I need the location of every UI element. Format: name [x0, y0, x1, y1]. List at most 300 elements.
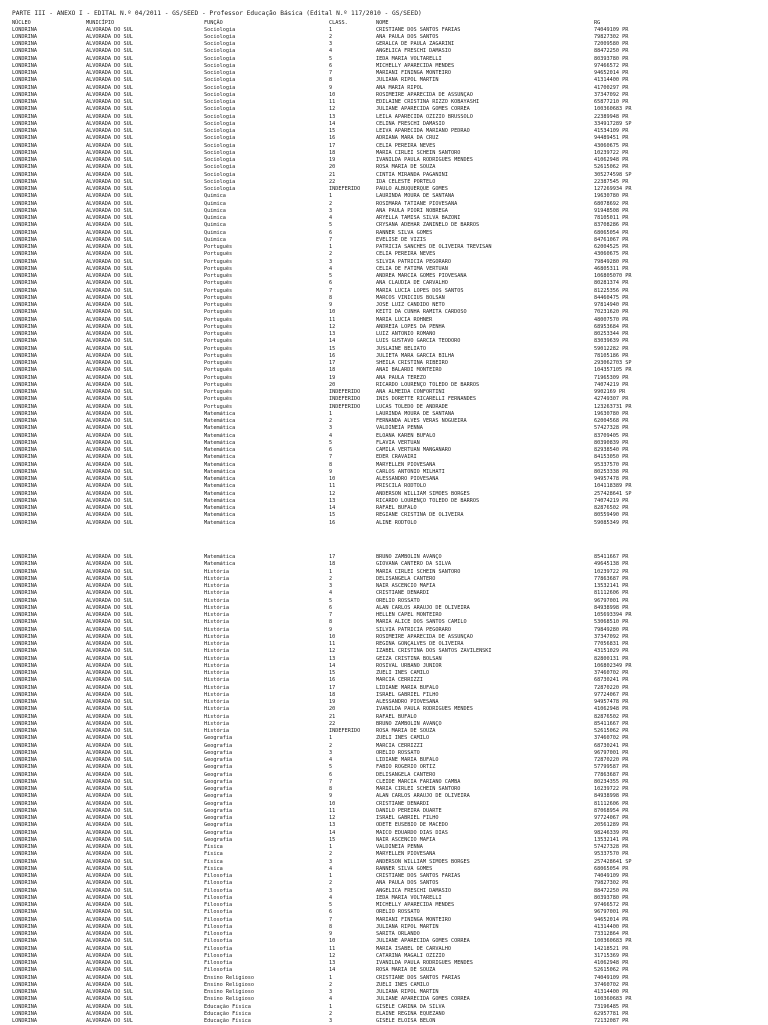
cell-nome: ROSA MARIA DE SOUZA — [376, 164, 436, 171]
cell-rg: 85411667 PR — [594, 554, 629, 560]
cell-nome: ANA MARIA RIPOL — [376, 84, 423, 91]
cell-nucleo: LONDRINA — [12, 786, 37, 792]
cell-nucleo: LONDRINA — [12, 352, 37, 359]
cell-nome: HELLEN CAPEL MONTEIRO — [376, 612, 442, 618]
cell-funcao: Geografia — [204, 771, 233, 778]
cell-municipio: ALVORADA DO SUL — [86, 62, 133, 69]
table-row — [12, 440, 756, 447]
table-row — [12, 491, 756, 498]
cell-municipio: ALVORADA DO SUL — [86, 244, 133, 250]
table-row — [12, 433, 756, 440]
cell-funcao: Sociologia — [204, 135, 236, 142]
cell-rg: 79827302 PR — [594, 880, 629, 887]
cell-class: 12 — [329, 323, 336, 330]
cell-funcao: Sociologia — [204, 33, 236, 40]
table-row — [12, 1004, 756, 1011]
cell-nome: ANDERSON WILLIAM SIMÕES BORGES — [376, 490, 470, 497]
cell-nome: LUIZ ANTONIO ROMANO — [376, 331, 436, 337]
cell-funcao: Filosofia — [204, 960, 233, 966]
cell-nucleo: LONDRINA — [12, 418, 37, 424]
cell-municipio: ALVORADA DO SUL — [86, 655, 133, 662]
cell-class: 6 — [329, 771, 333, 778]
cell-nome: IEDA MARIA VOLTARELLI — [376, 55, 442, 62]
cell-municipio: ALVORADA DO SUL — [86, 135, 133, 142]
cell-nome: ROSIMEIRE APARECIDA DE ASSUNÇÃO — [376, 91, 473, 98]
cell-class: 8 — [329, 77, 333, 84]
cell-funcao: História — [204, 706, 229, 713]
cell-class: 8 — [329, 923, 333, 930]
cell-nucleo: LONDRINA — [12, 793, 37, 800]
table-row — [12, 230, 756, 237]
cell-rg: 72132087 PR — [594, 1018, 629, 1024]
cell-rg: 80253338 PR — [594, 468, 629, 475]
table-row — [12, 576, 756, 583]
cell-nucleo: LONDRINA — [12, 1010, 37, 1017]
cell-class: 15 — [329, 345, 336, 352]
cell-funcao: História — [204, 728, 229, 734]
table-row — [12, 663, 756, 670]
cell-nucleo: LONDRINA — [12, 967, 37, 974]
table-header — [12, 19, 756, 27]
table-row — [12, 425, 756, 432]
cell-municipio: ALVORADA DO SUL — [86, 91, 133, 98]
table-row — [12, 476, 756, 483]
cell-funcao: Português — [204, 331, 233, 337]
cell-nome: JULIANA RIPOL MARTIN — [376, 77, 439, 84]
table-row — [12, 34, 756, 41]
cell-rg: 81112606 PR — [594, 590, 629, 597]
cell-nome: IZABEL CRISTINA DOS SANTOS ZAVILENSKI — [376, 648, 492, 655]
cell-municipio: ALVORADA DO SUL — [86, 1003, 133, 1010]
cell-class: 4 — [329, 996, 333, 1003]
cell-nucleo: LONDRINA — [12, 396, 37, 403]
cell-class: 2 — [329, 33, 333, 40]
cell-municipio: ALVORADA DO SUL — [86, 338, 133, 345]
cell-municipio: ALVORADA DO SUL — [86, 258, 133, 265]
cell-nome: CÉLIA DE FÁTIMA VERTUAN — [376, 265, 448, 272]
cell-nucleo: LONDRINA — [12, 207, 37, 214]
cell-nucleo: LONDRINA — [12, 851, 37, 858]
cell-municipio: ALVORADA DO SUL — [86, 981, 133, 988]
table-row — [12, 888, 756, 895]
cell-class: 2 — [329, 575, 333, 582]
table-row — [12, 454, 756, 461]
table-row — [12, 946, 756, 953]
cell-nucleo: LONDRINA — [12, 178, 37, 185]
cell-nucleo: LONDRINA — [12, 590, 37, 597]
cell-municipio: ALVORADA DO SUL — [86, 720, 133, 727]
cell-nucleo: LONDRINA — [12, 989, 37, 995]
cell-funcao: Filosofia — [204, 880, 233, 887]
cell-municipio: ALVORADA DO SUL — [86, 742, 133, 749]
cell-rg: 94652014 PR — [594, 70, 629, 76]
cell-nome: ANAI BALARDI MONTEIRO — [376, 367, 442, 374]
cell-nucleo: LONDRINA — [12, 84, 37, 91]
cell-funcao: Português — [204, 265, 233, 272]
cell-class: 6 — [329, 909, 333, 916]
cell-municipio: ALVORADA DO SUL — [86, 858, 133, 865]
cell-nome: MARIA LUCIA ROHNER — [376, 316, 433, 323]
cell-nucleo: LONDRINA — [12, 171, 37, 178]
cell-class: 18 — [329, 561, 336, 568]
cell-class: 7 — [329, 287, 333, 294]
cell-class: 15 — [329, 512, 336, 519]
cell-nome: RICARDO LOURENÇO TOLEDO DE BARROS — [376, 381, 480, 388]
cell-funcao: Geografia — [204, 749, 233, 756]
table-row — [12, 462, 756, 469]
cell-municipio: ALVORADA DO SUL — [86, 612, 133, 618]
table-row — [12, 179, 756, 186]
cell-municipio: ALVORADA DO SUL — [86, 425, 133, 432]
table-row — [12, 215, 756, 222]
cell-nucleo: LONDRINA — [12, 858, 37, 865]
cell-nucleo: LONDRINA — [12, 749, 37, 756]
cell-nome: CRISTIANE DOS SANTOS FARIAS — [376, 26, 461, 33]
cell-funcao: História — [204, 648, 229, 655]
cell-rg: 68078692 PR — [594, 200, 629, 207]
table-row — [12, 583, 756, 590]
cell-municipio: ALVORADA DO SUL — [86, 360, 133, 366]
cell-municipio: ALVORADA DO SUL — [86, 396, 133, 403]
cell-funcao: Filosofia — [204, 909, 233, 916]
table-row — [12, 266, 756, 273]
cell-class: 2 — [329, 1010, 333, 1017]
cell-nome: GISELE ELOISA BELON — [376, 1018, 436, 1024]
cell-nome: FLÁVIA VERTUAN — [376, 439, 420, 446]
cell-nome: SARITA ORLANDO — [376, 931, 420, 937]
cell-nucleo: LONDRINA — [12, 902, 37, 908]
cell-class: 2 — [329, 418, 333, 424]
table-row — [12, 396, 756, 403]
cell-class: 15 — [329, 836, 336, 843]
cell-class: 18 — [329, 149, 336, 156]
table-row — [12, 309, 756, 316]
table-row — [12, 331, 756, 338]
cell-rg: 57427328 PR — [594, 425, 629, 432]
table-row — [12, 512, 756, 519]
cell-rg: 70231620 PR — [594, 309, 629, 316]
cell-class: 5 — [329, 764, 333, 771]
cell-rg: 257428641 SP — [594, 490, 632, 497]
cell-nome: ANA ALMEIDA CONFORTINI — [376, 389, 445, 395]
table-row — [12, 880, 756, 887]
cell-rg: 85411667 PR — [594, 720, 629, 727]
cell-rg: 80253344 PR — [594, 331, 629, 337]
cell-municipio: ALVORADA DO SUL — [86, 316, 133, 323]
table-row — [12, 750, 756, 757]
table-row — [12, 99, 756, 106]
cell-funcao: Ensino Religioso — [204, 996, 254, 1003]
cell-nome: RAFAEL BUFALO — [376, 713, 417, 720]
cell-municipio: ALVORADA DO SUL — [86, 713, 133, 720]
table-row — [12, 469, 756, 476]
cell-rg: 52615062 PR — [594, 967, 629, 974]
cell-rg: 83708286 PR — [594, 222, 629, 229]
table-row — [12, 172, 756, 179]
cell-rg: 106805070 PR — [594, 273, 632, 279]
cell-municipio: ALVORADA DO SUL — [86, 461, 133, 468]
cell-municipio: ALVORADA DO SUL — [86, 568, 133, 575]
cell-rg: 53068510 PR — [594, 619, 629, 626]
table-row — [12, 375, 756, 382]
cell-nucleo: LONDRINA — [12, 128, 37, 134]
cell-municipio: ALVORADA DO SUL — [86, 764, 133, 771]
cell-funcao: História — [204, 575, 229, 582]
cell-nome: ORÉLIO ROSSATO — [376, 909, 420, 916]
cell-rg: 78105186 PR — [594, 352, 629, 359]
table-row — [12, 251, 756, 258]
cell-nucleo: LONDRINA — [12, 974, 37, 981]
table-row — [12, 237, 756, 244]
cell-funcao: História — [204, 684, 229, 691]
cell-funcao: Química — [204, 229, 226, 236]
cell-funcao: Geografia — [204, 742, 233, 749]
table-row — [12, 483, 756, 490]
cell-nome: ISRAEL GABRIEL FILHO — [376, 815, 439, 821]
table-row — [12, 114, 756, 121]
cell-nucleo: LONDRINA — [12, 844, 37, 850]
cell-class: INDEFERIDO — [329, 389, 361, 395]
cell-class: 18 — [329, 367, 336, 374]
cell-nome: PAULO ALBUQUERQUE GOMES — [376, 186, 448, 192]
cell-nome: IVANILDA PAULA RODRIGUES MENDES — [376, 157, 473, 163]
cell-class: 1 — [329, 974, 333, 981]
cell-funcao: Filosofia — [204, 873, 233, 879]
cell-funcao: Filosofia — [204, 931, 233, 937]
cell-municipio: ALVORADA DO SUL — [86, 432, 133, 439]
cell-municipio: ALVORADA DO SUL — [86, 287, 133, 294]
cell-funcao: Educação Física — [204, 1010, 251, 1017]
cell-nome: FERNANDA ALVES VERAS NOGUEIRA — [376, 418, 467, 424]
cell-municipio: ALVORADA DO SUL — [86, 793, 133, 800]
cell-class: 4 — [329, 432, 333, 439]
cell-rg: 78105011 PR — [594, 215, 629, 221]
cell-nucleo: LONDRINA — [12, 778, 37, 785]
cell-nucleo: LONDRINA — [12, 215, 37, 221]
cell-nucleo: LONDRINA — [12, 771, 37, 778]
cell-nome: MARCOS VINICIUS BOLSAN — [376, 294, 445, 301]
cell-class: 11 — [329, 99, 336, 105]
cell-funcao: Português — [204, 251, 233, 258]
cell-municipio: ALVORADA DO SUL — [86, 447, 133, 453]
cell-municipio: ALVORADA DO SUL — [86, 619, 133, 626]
cell-nome: ANA PAULA DOS SANTOS — [376, 880, 439, 887]
table-row — [12, 743, 756, 750]
table-row — [12, 288, 756, 295]
cell-nucleo: LONDRINA — [12, 432, 37, 439]
cell-rg: 74074219 PR — [594, 497, 629, 504]
cell-nome: ORÉLIO ROSSATO — [376, 597, 420, 604]
cell-nucleo: LONDRINA — [12, 626, 37, 633]
cell-rg: 293062703 SP — [594, 360, 632, 366]
cell-municipio: ALVORADA DO SUL — [86, 48, 133, 55]
cell-funcao: Física — [204, 844, 223, 850]
cell-municipio: ALVORADA DO SUL — [86, 236, 133, 243]
cell-municipio: ALVORADA DO SUL — [86, 626, 133, 633]
cell-class: 17 — [329, 554, 336, 560]
table-row — [12, 143, 756, 150]
cell-rg: 41062948 PR — [594, 157, 629, 163]
cell-nome: ALESSANDRO PIOVESANA — [376, 476, 439, 482]
cell-class: 11 — [329, 316, 336, 323]
cell-funcao: Geografia — [204, 829, 233, 836]
cell-class: 6 — [329, 62, 333, 69]
cell-nome: LEILA APARECIDA OZIZIO BRUSSOLO — [376, 113, 473, 120]
table-row — [12, 764, 756, 771]
document-title: PARTE III - ANEXO I - EDITAL N.º 04/2011 - GS/SEED - Professor Educação Básica (Edital N.º 117/2010 - GS/SEED) — [12, 10, 422, 17]
cell-class: 8 — [329, 294, 333, 301]
cell-municipio: ALVORADA DO SUL — [86, 55, 133, 62]
cell-rg: 10239722 PR — [594, 149, 629, 156]
cell-municipio: ALVORADA DO SUL — [86, 222, 133, 229]
cell-nome: ZUELI INES CAMILO — [376, 735, 430, 742]
cell-rg: 52615062 PR — [594, 728, 629, 734]
cell-municipio: ALVORADA DO SUL — [86, 1018, 133, 1024]
table-row — [12, 208, 756, 215]
cell-class: 16 — [329, 677, 336, 684]
cell-class: 16 — [329, 352, 336, 359]
cell-nucleo: LONDRINA — [12, 77, 37, 84]
cell-class: 9 — [329, 931, 333, 937]
cell-funcao: História — [204, 597, 229, 604]
cell-nucleo: LONDRINA — [12, 757, 37, 763]
cell-rg: 72870220 PR — [594, 684, 629, 691]
cell-nucleo: LONDRINA — [12, 945, 37, 952]
cell-municipio: ALVORADA DO SUL — [86, 309, 133, 316]
cell-rg: 41062948 PR — [594, 960, 629, 966]
cell-rg: 94957478 PR — [594, 699, 629, 705]
table-row — [12, 554, 756, 561]
cell-funcao: História — [204, 662, 229, 669]
cell-municipio: ALVORADA DO SUL — [86, 389, 133, 395]
cell-funcao: Português — [204, 294, 233, 301]
cell-funcao: História — [204, 604, 229, 611]
cell-class: 10 — [329, 91, 336, 98]
table-row — [12, 895, 756, 902]
cell-municipio: ALVORADA DO SUL — [86, 33, 133, 40]
cell-rg: 98246339 PR — [594, 829, 629, 836]
cell-nome: ALAN CARLOS ARAÚJO DE OLIVEIRA — [376, 604, 470, 611]
cell-nucleo: LONDRINA — [12, 583, 37, 589]
cell-nucleo: LONDRINA — [12, 367, 37, 374]
cell-rg: 80559490 PR — [594, 512, 629, 519]
cell-nucleo: LONDRINA — [12, 91, 37, 98]
cell-class: 12 — [329, 815, 336, 821]
table-row — [12, 772, 756, 779]
table-row — [12, 324, 756, 331]
cell-class: 12 — [329, 490, 336, 497]
table-row — [12, 382, 756, 389]
cell-class: 13 — [329, 960, 336, 966]
cell-class: 12 — [329, 648, 336, 655]
cell-funcao: Português — [204, 244, 233, 250]
cell-nome: SILVIA PATRICIA PEGORARO — [376, 626, 451, 633]
cell-nucleo: LONDRINA — [12, 677, 37, 684]
cell-rg: 79849280 PR — [594, 258, 629, 265]
cell-funcao: Português — [204, 367, 233, 374]
table-row — [12, 989, 756, 996]
cell-rg: 97466572 PR — [594, 62, 629, 69]
cell-municipio: ALVORADA DO SUL — [86, 938, 133, 945]
cell-municipio: ALVORADA DO SUL — [86, 590, 133, 597]
table-row — [12, 685, 756, 692]
cell-rg: 72009580 PR — [594, 41, 629, 47]
cell-funcao: Educação Física — [204, 1018, 251, 1024]
table-row — [12, 873, 756, 880]
table-row — [12, 561, 756, 568]
header-nome: NOME — [376, 19, 389, 26]
cell-municipio: ALVORADA DO SUL — [86, 829, 133, 836]
cell-funcao: Filosofia — [204, 938, 233, 945]
cell-nome: LAURINDA MOURA DE SANTANA — [376, 193, 455, 200]
cell-rg: 97724067 PR — [594, 691, 629, 698]
cell-nome: SHEILA CRISTINA RIBEIRO — [376, 360, 448, 366]
cell-municipio: ALVORADA DO SUL — [86, 113, 133, 120]
cell-nucleo: LONDRINA — [12, 633, 37, 640]
table-row — [12, 902, 756, 909]
cell-nucleo: LONDRINA — [12, 70, 37, 76]
cell-funcao: Química — [204, 200, 226, 207]
cell-funcao: História — [204, 691, 229, 698]
cell-rg: 104118389 PR — [594, 483, 632, 490]
cell-municipio: ALVORADA DO SUL — [86, 178, 133, 185]
cell-funcao: Filosofia — [204, 923, 233, 930]
cell-rg: 83039639 PR — [594, 338, 629, 345]
table-row — [12, 917, 756, 924]
cell-class: 13 — [329, 822, 336, 829]
cell-rg: 22387545 PR — [594, 178, 629, 185]
cell-class: 14 — [329, 505, 336, 511]
cell-municipio: ALVORADA DO SUL — [86, 728, 133, 734]
cell-class: 4 — [329, 215, 333, 221]
cell-nucleo: LONDRINA — [12, 960, 37, 966]
cell-municipio: ALVORADA DO SUL — [86, 251, 133, 258]
cell-nome: CRISTIANE DOS SANTOS FARIAS — [376, 974, 461, 981]
cell-nucleo: LONDRINA — [12, 461, 37, 468]
cell-funcao: Sociologia — [204, 171, 236, 178]
cell-nome: NAIR ASCENCIO MAFIA — [376, 583, 436, 589]
cell-funcao: Geografia — [204, 836, 233, 843]
cell-municipio: ALVORADA DO SUL — [86, 280, 133, 287]
table-row — [12, 302, 756, 309]
cell-municipio: ALVORADA DO SUL — [86, 505, 133, 511]
cell-class: 7 — [329, 236, 333, 243]
cell-municipio: ALVORADA DO SUL — [86, 70, 133, 76]
cell-nome: MAICO EDUARDO DIAS DIAS — [376, 829, 448, 836]
cell-municipio: ALVORADA DO SUL — [86, 699, 133, 705]
cell-class: 5 — [329, 439, 333, 446]
cell-nucleo: LONDRINA — [12, 938, 37, 945]
cell-funcao: Física — [204, 851, 223, 858]
table-row — [12, 627, 756, 634]
cell-rg: 41062948 PR — [594, 706, 629, 713]
cell-funcao: Português — [204, 280, 233, 287]
cell-nucleo: LONDRINA — [12, 164, 37, 171]
cell-rg: 68730241 PR — [594, 742, 629, 749]
cell-rg: 84460475 PR — [594, 294, 629, 301]
cell-rg: 19630780 PR — [594, 193, 629, 200]
cell-class: 3 — [329, 887, 333, 894]
cell-nome: EVELISE DE VIZIS — [376, 236, 426, 243]
cell-nucleo: LONDRINA — [12, 149, 37, 156]
cell-class: 14 — [329, 338, 336, 345]
results-table-part-2 — [12, 554, 756, 1025]
cell-rg: 87068954 PR — [594, 807, 629, 814]
cell-municipio: ALVORADA DO SUL — [86, 670, 133, 676]
cell-nucleo: LONDRINA — [12, 561, 37, 568]
cell-municipio: ALVORADA DO SUL — [86, 149, 133, 156]
cell-rg: 100360683 PR — [594, 106, 632, 113]
